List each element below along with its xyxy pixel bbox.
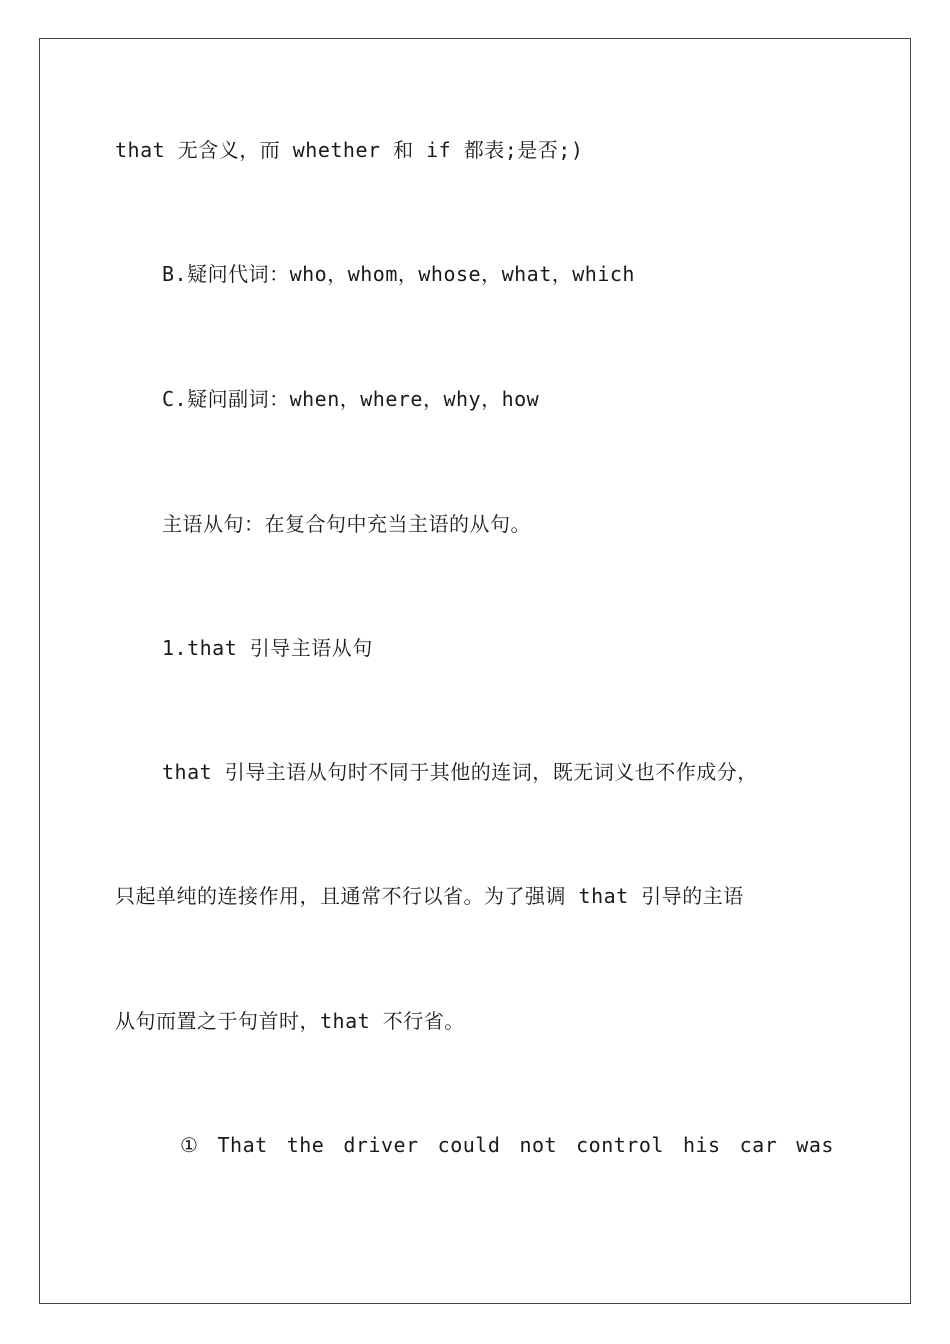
text-line-interrogative-adverbs: C.疑问副词：when，where，why，how xyxy=(162,387,540,411)
paragraph-line-3: 从句而置之于句首时，that 不行省。 xyxy=(115,1009,465,1033)
text-line-subject-clause-definition: 主语从句：在复合句中充当主语的从句。 xyxy=(162,512,531,536)
example-number-marker: ① xyxy=(180,1133,199,1157)
section-heading-that-clause: 1.that 引导主语从句 xyxy=(162,636,373,660)
example-word: not xyxy=(519,1133,558,1157)
paragraph-line-2: 只起单纯的连接作用，且通常不行以省。为了强调 that 引导的主语 xyxy=(115,884,744,908)
example-sentence-1 xyxy=(180,1133,834,1157)
example-word: his xyxy=(682,1133,721,1157)
example-word: could xyxy=(437,1133,501,1157)
example-word: the xyxy=(286,1133,325,1157)
example-word: That xyxy=(217,1133,268,1157)
text-line-1: that 无含义，而 whether 和 if 都表;是否;) xyxy=(115,138,584,162)
page-border xyxy=(39,38,911,1304)
paragraph-line-1: that 引导主语从句时不同于其他的连词，既无词义也不作成分， xyxy=(162,760,758,784)
example-word: driver xyxy=(343,1133,419,1157)
example-word: car xyxy=(739,1133,778,1157)
text-line-interrogative-pronouns: B.疑问代词：who，whom，whose，what，which xyxy=(162,262,635,286)
example-word: was xyxy=(796,1133,834,1157)
example-word: control xyxy=(576,1133,664,1157)
